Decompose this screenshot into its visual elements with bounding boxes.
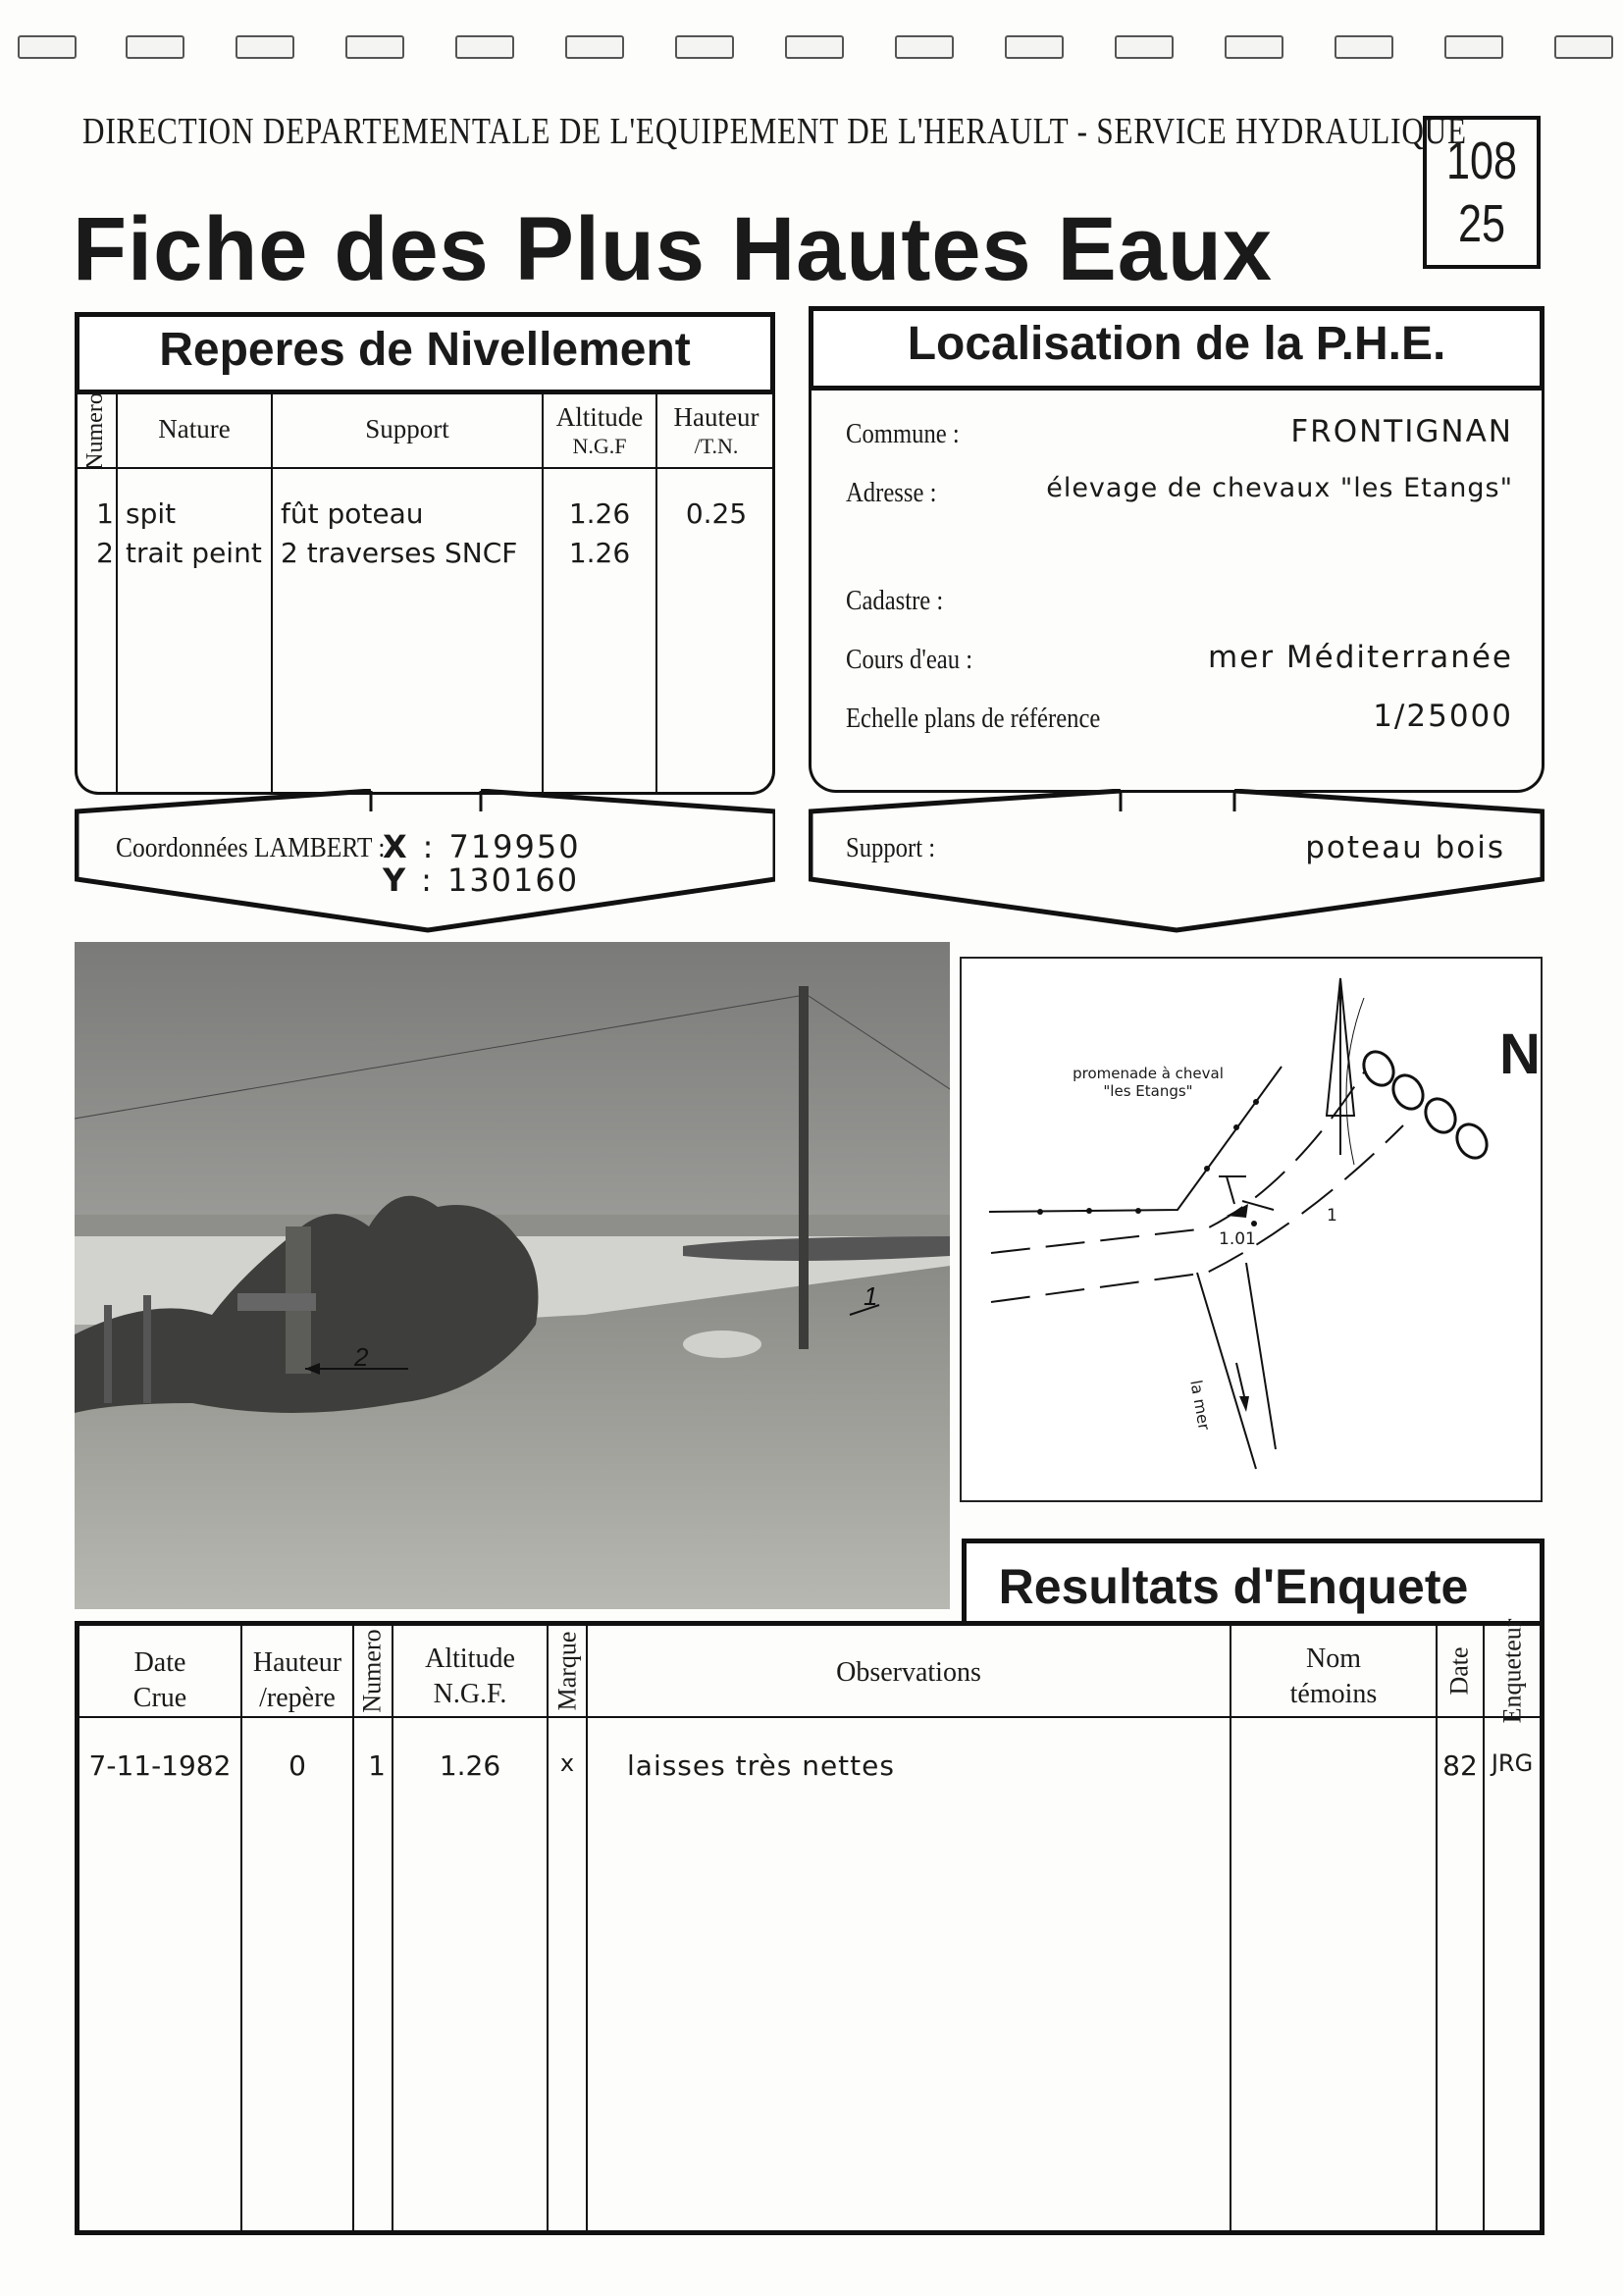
support-label: Support : xyxy=(846,832,936,863)
localisation-title-text: Localisation de la P.H.E. xyxy=(907,318,1446,370)
table-row xyxy=(75,534,775,573)
table-row xyxy=(79,1749,1540,1793)
row-altitude: 1.26 xyxy=(439,1749,501,1782)
field-value: mer Méditerranée xyxy=(1208,640,1513,675)
reperes-header-numero: Numero xyxy=(81,391,108,470)
field-adresse xyxy=(846,473,1513,581)
field-label: Adresse : xyxy=(846,477,937,508)
header-hauteur-l1: Hauteur xyxy=(252,1647,342,1678)
field-cadastre xyxy=(846,581,1513,640)
resultats-table xyxy=(75,1618,1544,2235)
field-value: élevage de chevaux "les Etangs" xyxy=(1046,473,1513,503)
row-date: 82 xyxy=(1442,1749,1478,1782)
map-place-line1: promenade à cheval xyxy=(1073,1065,1224,1082)
field-value: FRONTIGNAN xyxy=(1290,414,1513,449)
field-label: Cadastre : xyxy=(846,585,944,616)
resultats-header-temoins xyxy=(1231,1642,1436,1712)
resultats-header-altitude xyxy=(393,1642,547,1712)
reference-number-2: 25 xyxy=(1457,194,1506,253)
location-map xyxy=(960,957,1543,1502)
site-photo xyxy=(75,942,950,1609)
resultats-header-date-crue xyxy=(79,1645,240,1716)
map-point-label: 1 xyxy=(1327,1206,1337,1226)
lambert-x-label: X xyxy=(383,828,409,865)
map-sea-label: la mer xyxy=(1186,1379,1214,1432)
header-date-l1: Date xyxy=(133,1647,186,1678)
site-photo-image xyxy=(75,942,950,1609)
row-date-crue: 7-11-1982 xyxy=(88,1749,232,1782)
reperes-header-nature: Nature xyxy=(158,414,231,444)
reperes-title xyxy=(75,312,775,394)
resultats-header-numero: Numero xyxy=(358,1629,388,1713)
support-value: poteau bois xyxy=(1305,830,1505,865)
lambert-x-value: 719950 xyxy=(448,828,581,865)
lambert-label: Coordonnées LAMBERT : xyxy=(116,832,386,863)
field-value: 1/25000 xyxy=(1373,699,1513,734)
resultats-header-hauteur xyxy=(242,1645,352,1716)
map-elevation-label: 1.01 xyxy=(1219,1229,1256,1249)
reperes-header-altitude xyxy=(544,402,655,461)
photo-marker-2: 2 xyxy=(354,1342,369,1372)
localisation-panel xyxy=(809,306,1544,793)
reperes-header-hauteur-l2: /T.N. xyxy=(694,434,739,458)
reperes-header-altitude-l2: N.G.F xyxy=(572,434,627,458)
field-commune xyxy=(846,414,1513,473)
table-row xyxy=(75,495,775,534)
resultats-title xyxy=(962,1539,1544,1623)
header-altitude-l1: Altitude xyxy=(425,1644,515,1674)
field-label: Cours d'eau : xyxy=(846,644,973,675)
reperes-row-numero: 2 xyxy=(96,537,114,569)
row-enqueteur: JRG xyxy=(1491,1749,1534,1777)
resultats-header-date: Date xyxy=(1445,1646,1474,1696)
reperes-header-support: Support xyxy=(365,414,449,444)
field-label: Echelle plans de référence xyxy=(846,703,1101,734)
support-box xyxy=(809,789,1544,936)
lambert-coordinates: X : 719950 Y : 130160 xyxy=(383,828,581,899)
resultats-header-marque: Marque xyxy=(552,1631,582,1711)
resultats-title-text: Resultats d'Enquete xyxy=(998,1559,1469,1614)
reperes-header-altitude-l1: Altitude xyxy=(555,402,644,432)
header-date-l2: Crue xyxy=(132,1683,187,1713)
localisation-title xyxy=(809,306,1544,391)
lambert-box xyxy=(75,789,775,936)
map-place-label xyxy=(1040,1065,1256,1100)
row-numero: 1 xyxy=(368,1749,386,1782)
header-altitude-l2: N.G.F. xyxy=(433,1679,507,1709)
reperes-row-numero: 1 xyxy=(96,497,114,530)
reperes-header-hauteur-l1: Hauteur xyxy=(673,402,759,432)
header-hauteur-l2: /repère xyxy=(259,1683,336,1713)
reperes-row-nature: trait peint xyxy=(126,537,262,569)
row-observations: laisses très nettes xyxy=(627,1749,895,1782)
reperes-header-hauteur xyxy=(657,402,775,461)
row-marque: x xyxy=(559,1749,575,1777)
reperes-row-support: 2 traverses SNCF xyxy=(281,537,518,569)
reperes-row-altitude: 1.26 xyxy=(568,537,631,569)
localisation-fields xyxy=(846,414,1513,757)
header-nom-l2: témoins xyxy=(1289,1679,1378,1709)
reperes-title-text: Reperes de Nivellement xyxy=(159,324,691,376)
field-label: Commune : xyxy=(846,418,960,449)
reperes-row-support: fût poteau xyxy=(281,497,424,530)
reference-number-1: 108 xyxy=(1445,131,1518,190)
reperes-panel xyxy=(75,312,775,795)
page-title: Fiche des Plus Hautes Eaux xyxy=(73,199,1274,299)
row-hauteur: 0 xyxy=(288,1749,306,1782)
header-nom-l1: Nom xyxy=(1306,1644,1361,1674)
reperes-rows xyxy=(75,495,775,573)
reperes-row-nature: spit xyxy=(126,497,177,530)
lambert-y-value: 130160 xyxy=(446,861,580,899)
lambert-y-label: Y xyxy=(383,861,408,899)
map-north-label: N xyxy=(1499,1022,1541,1086)
map-place-line2: "les Etangs" xyxy=(1103,1082,1193,1100)
reperes-row-hauteur: 0.25 xyxy=(685,497,748,530)
resultats-header-observations: Observations xyxy=(836,1657,981,1688)
organization-header: DIRECTION DEPARTEMENTALE DE L'EQUIPEMENT DE L'HERAULT - SERVICE HYDRAULIQUE xyxy=(82,111,1467,152)
field-cours-deau xyxy=(846,640,1513,699)
reperes-row-altitude: 1.26 xyxy=(568,497,631,530)
photo-marker-1: 1 xyxy=(864,1281,878,1311)
field-echelle xyxy=(846,699,1513,757)
resultats-header-enqueteur: Enqueteur xyxy=(1497,1618,1526,1724)
reference-box xyxy=(1423,116,1541,269)
